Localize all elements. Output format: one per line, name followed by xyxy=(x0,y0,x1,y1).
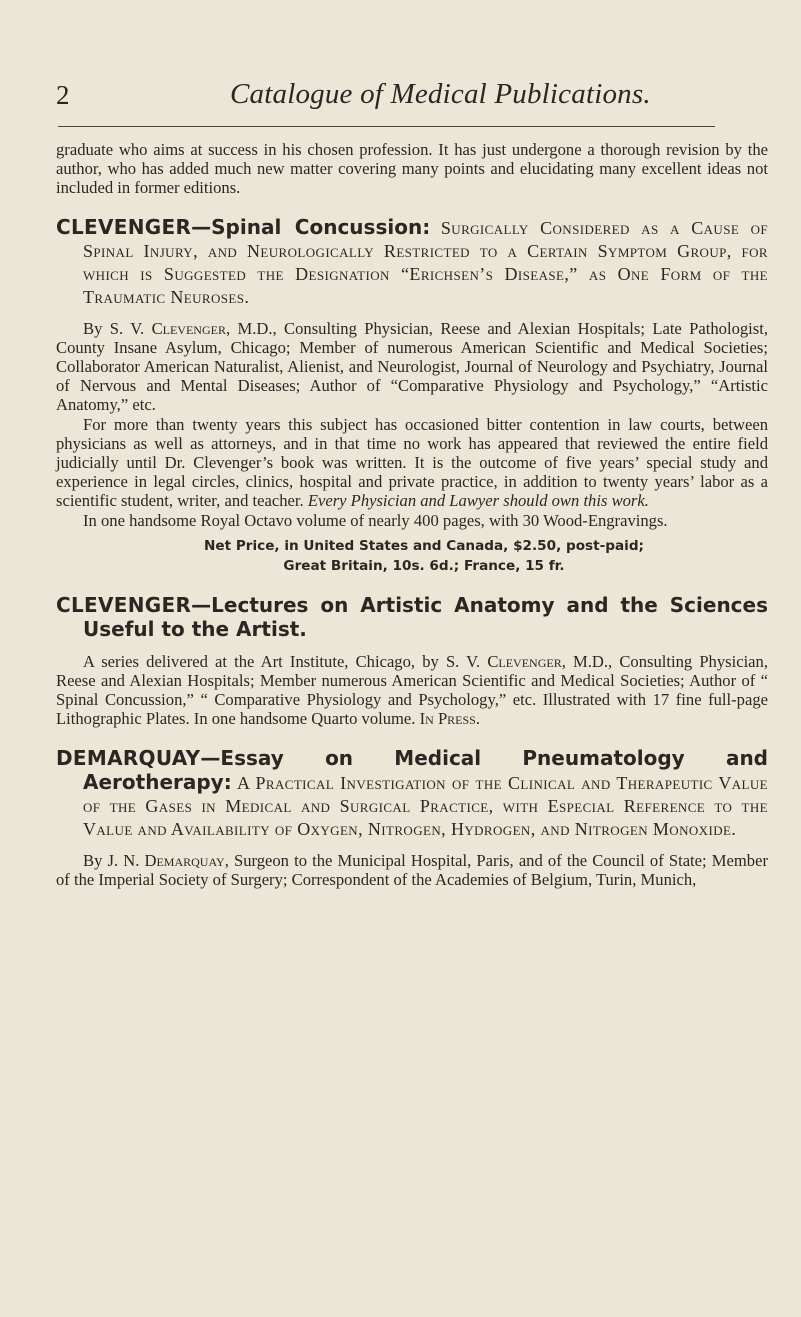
entry-title: Spinal Concussion xyxy=(211,214,423,239)
entry-heading xyxy=(56,216,768,309)
entry-subtitle: A Practical Investigation of the Clinical and Therapeutic Value of the Gases in Medical and Surgical Practice, with Especial Reference to the Value and Availability of Oxygen, Nitrogen, Hydrogen, and Nitrogen Monoxide. xyxy=(83,772,769,839)
intro-paragraph: graduate who aims at success in his chosen profession. It has just undergone a thorough revision by the author, who has added much new matter covering many points and elucidating many excellent ideas not included in former editions. xyxy=(56,140,768,198)
header-rule xyxy=(58,126,715,127)
catalogue-entry xyxy=(56,594,768,729)
page-number: 2 xyxy=(56,80,70,110)
byline-prefix: By S. V. xyxy=(83,318,152,338)
entry-author: CLEVENGER xyxy=(56,214,192,239)
entry-format: In one handsome Royal Octavo volume of nearly 400 pages, with 30 Wood-Engravings. xyxy=(83,510,668,530)
entry-dash: — xyxy=(200,745,221,770)
description-italic: Every Physician and Lawyer should own this work. xyxy=(307,491,649,511)
entry-title: Essay on Medical Pneumatology and Aerotherapy xyxy=(83,745,768,794)
entry-colon: : xyxy=(422,214,431,239)
catalogue-entry xyxy=(56,216,768,576)
catalogue-page xyxy=(56,0,769,889)
entry-colon: : xyxy=(223,769,232,794)
entry-author: DEMARQUAY xyxy=(56,745,201,770)
entry-dash: — xyxy=(191,592,212,617)
entry-heading xyxy=(56,747,768,841)
byline-name: Clevenger xyxy=(151,318,226,338)
entry-price-line: Net Price, in United States and Canada, $2.50, post-paid; xyxy=(204,537,644,554)
running-title: Catalogue of Medical Publications. xyxy=(230,78,651,110)
description-prefix: A series delivered at the Art Institute, Chicago, by S. V. xyxy=(83,651,488,671)
page-header xyxy=(56,0,768,120)
entry-title: Lectures on Artistic Anatomy and the Sciences Useful to the Artist. xyxy=(83,592,768,641)
byline-prefix: By J. N. xyxy=(83,850,145,870)
catalogue-entry xyxy=(56,747,768,889)
description-main: For more than twenty years this subject has occasioned bitter contention in law courts, between physicians as well as attorneys, and in that time no work has appeared that reviewed the entire field judicially until Dr. Clevenger’s book was written. It is the outcome of five years’ special study and experience in legal circles, clinics, hospital and private practice, in addition to twenty years’ labor as a scientific student, writer, and teacher. xyxy=(56,414,768,511)
entry-price-line: Great Britain, 10s. 6d.; France, 15 fr. xyxy=(283,557,565,574)
entry-description xyxy=(56,415,768,511)
description-rest: , M.D., Consulting Physician, Reese and Alexian Hospitals; Member numerous American Scientific and Medical Societies; Author of “ Spinal Concussion,” “ Comparative Physiology and Psychology,” etc. Illustrated with 17 fine full-page Lithographic Plates. In one handsome Quarto volume. xyxy=(56,651,768,729)
entry-subtitle: Surgically Considered as a Cause of Spinal Injury, and Neurologically Restricted to a Certain Symptom Group, for which is Suggested the Designation “Erichsen’s Disease,” as One Form of the Traumatic Neuroses. xyxy=(83,217,768,307)
byline-rest: , M.D., Consulting Physician, Reese and Alexian Hospitals; Late Pathologist, County Insane Asylum, Chicago; Member of numerous American Scientific and Medical Societies; Collaborator American Naturalist, Alienist, and Neurologist, Journal of Neurology and Psychiatry, Journal of Nervous and Mental Diseases; Author of “Comparative Physiology and Psychology,” “Artistic Anatomy,” etc. xyxy=(56,318,768,415)
entry-author: CLEVENGER xyxy=(56,592,192,617)
byline-rest: , Surgeon to the Municipal Hospital, Paris, and of the Council of State; Member of the Imperial Society of Surgery; Correspondent of the Academies of Belgium, Turin, Munich, xyxy=(56,850,768,889)
entry-byline xyxy=(56,319,768,415)
entry-description xyxy=(56,652,768,729)
entry-byline xyxy=(56,851,768,889)
byline-name: Demarquay xyxy=(144,850,225,870)
entry-status: In Press. xyxy=(419,709,481,729)
page-content xyxy=(56,140,768,889)
entry-dash: — xyxy=(191,214,212,239)
description-name: Clevenger xyxy=(487,651,562,671)
entry-heading xyxy=(56,594,768,642)
